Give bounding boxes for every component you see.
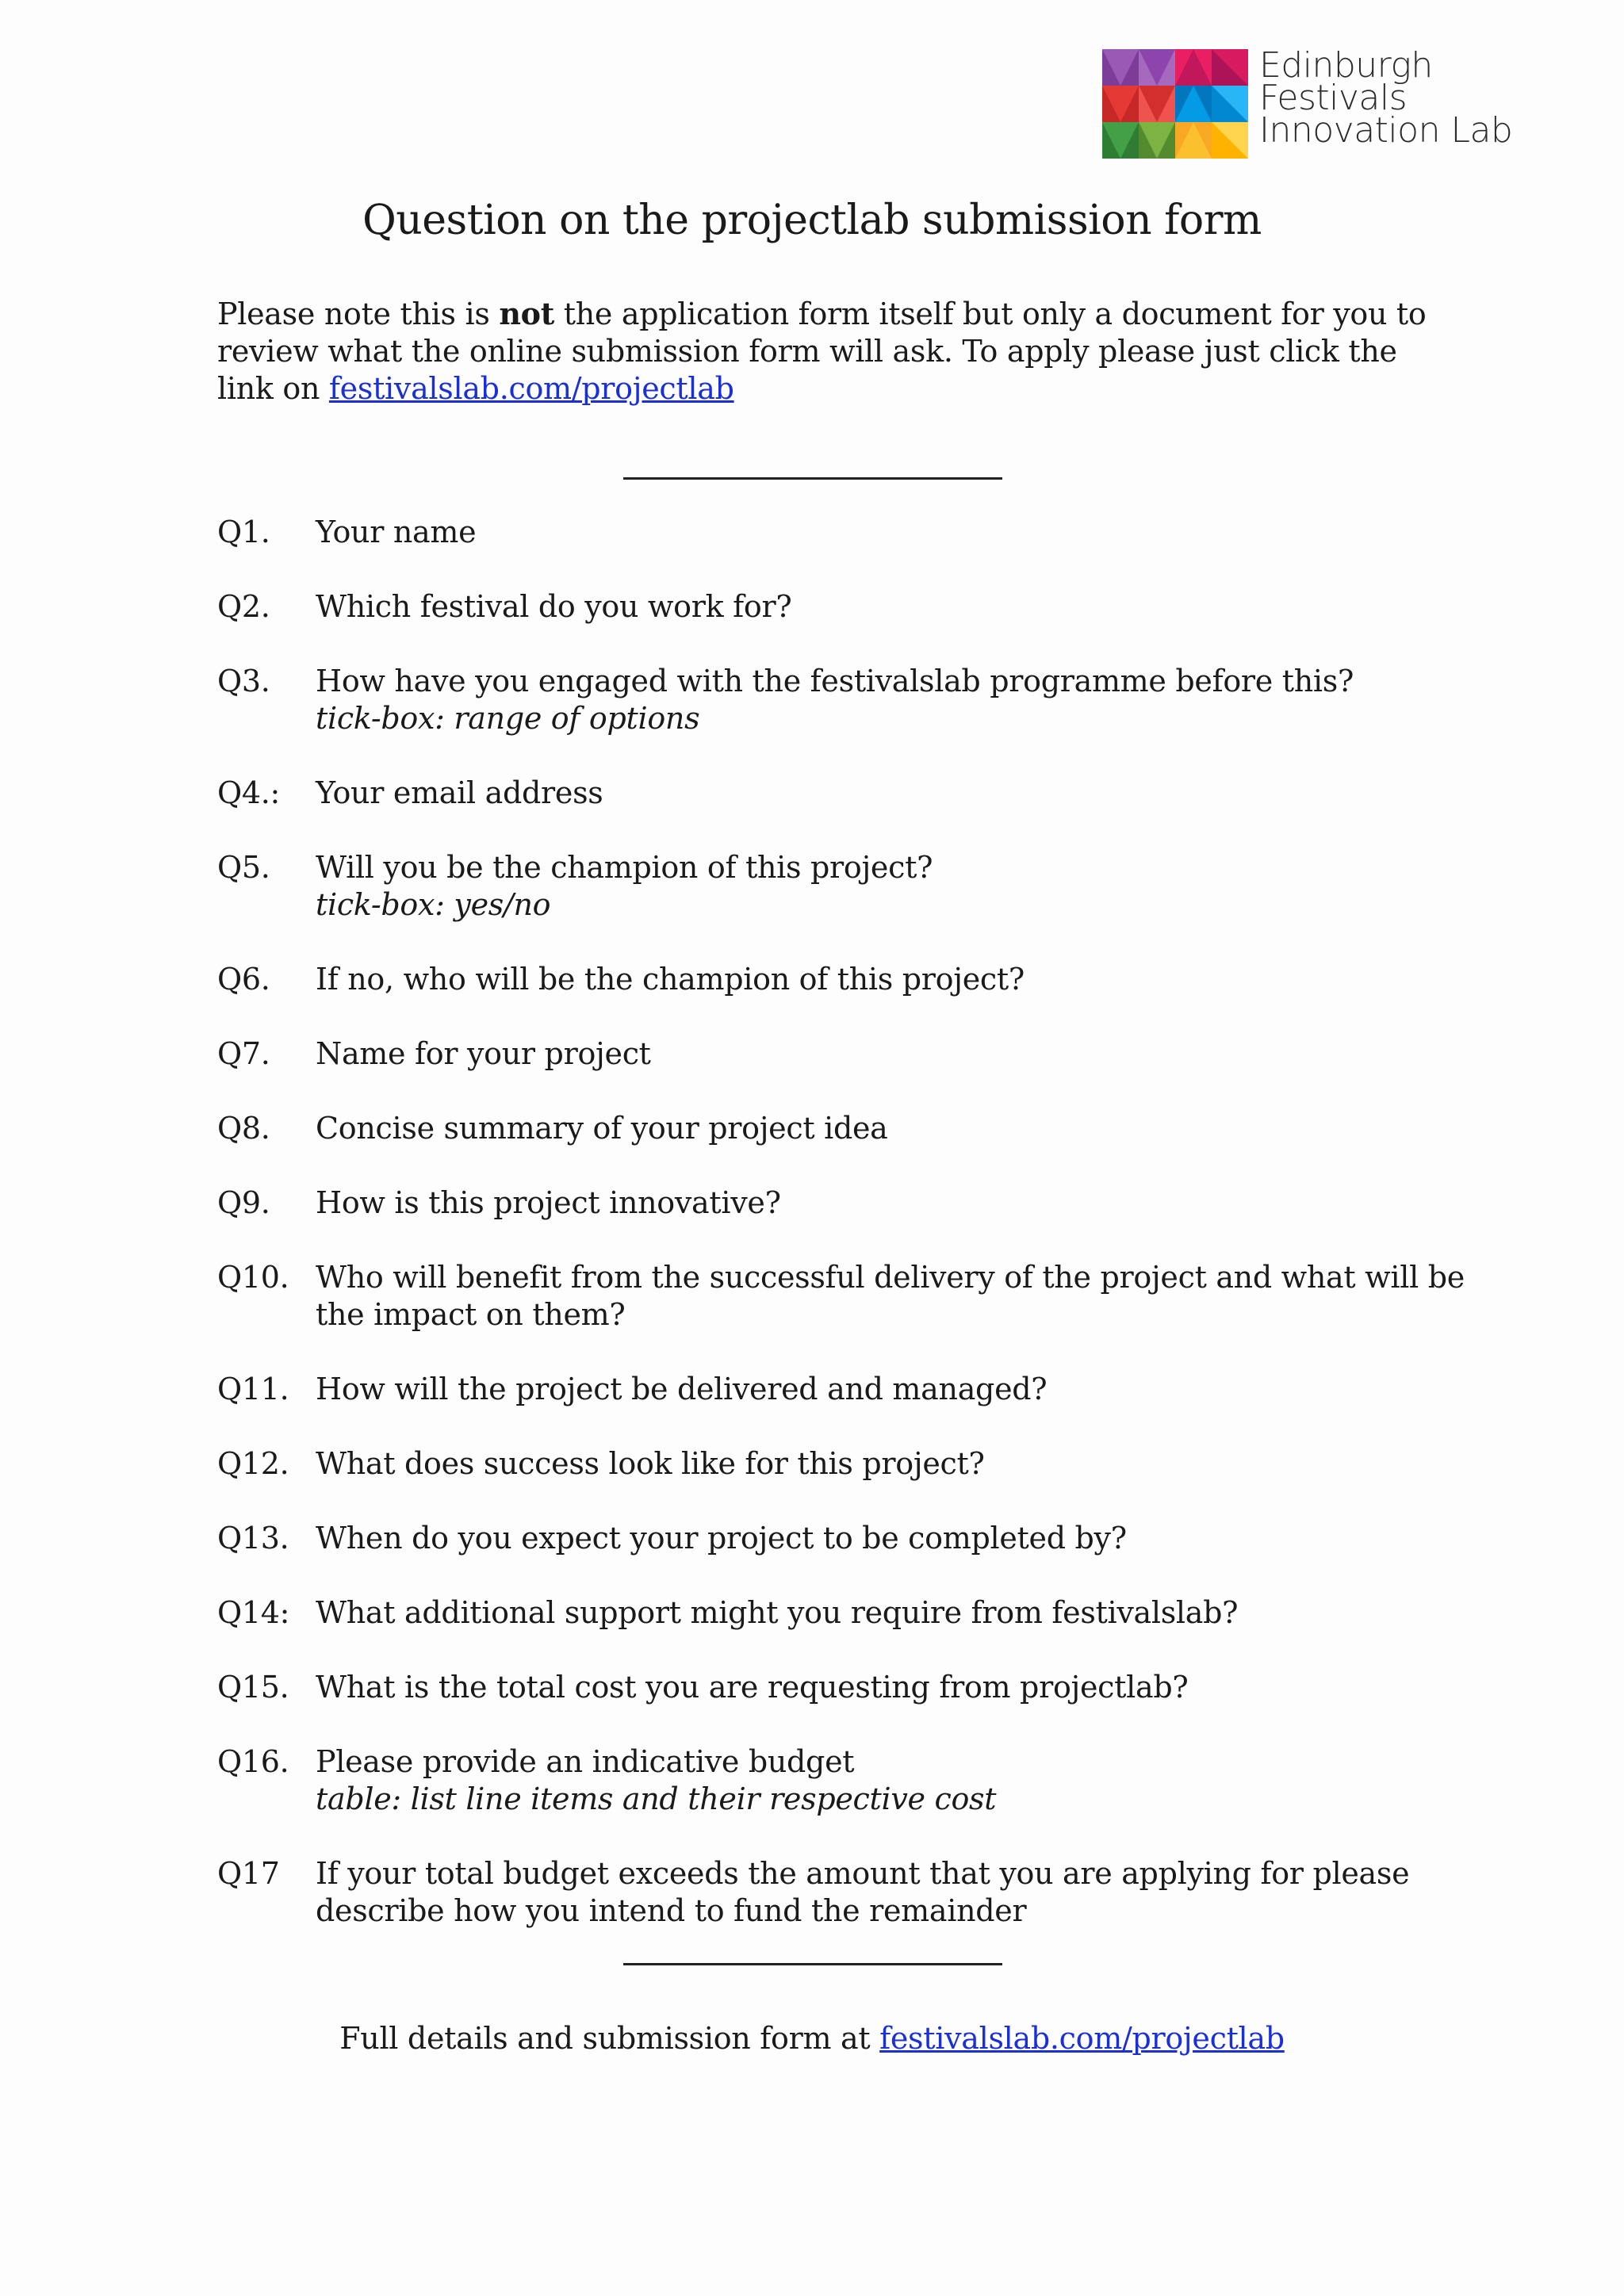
logo-tile: [1102, 49, 1139, 86]
logo-tile: [1139, 49, 1175, 86]
question-text-block: [316, 1259, 1486, 1334]
festivals-lab-logo: [1102, 45, 1513, 159]
question-text-block: [316, 961, 1486, 998]
question-text-block: [316, 514, 1486, 551]
question-number: Q2.: [217, 589, 270, 624]
question-text: Which festival do you work for?: [316, 589, 792, 624]
question-hint: tick-box: range of options: [316, 701, 700, 736]
question-item: [217, 775, 1486, 812]
question-item: [217, 849, 1486, 924]
logo-tile: [1175, 49, 1212, 86]
logo-tile: [1212, 86, 1248, 122]
logo-tile: [1212, 122, 1248, 159]
question-list: [217, 514, 1486, 1967]
intro-emphasis: not: [499, 296, 554, 331]
intro-text: the application form itself but only a document for you to review what the online submission form will ask. To apply please just click the link on: [217, 297, 1427, 406]
logo-wordmark: [1259, 45, 1513, 151]
page-title: Question on the projectlab submission form: [362, 197, 1262, 244]
logo-tile: [1102, 122, 1139, 159]
question-number: Q6.: [217, 962, 270, 997]
question-item: [217, 1743, 1486, 1818]
divider: [623, 1963, 1002, 1965]
question-number: Q11.: [217, 1372, 289, 1406]
question-item: [217, 1371, 1486, 1408]
question-text-block: [316, 1184, 1486, 1222]
question-number: Q7.: [217, 1036, 270, 1071]
question-number: Q1.: [217, 515, 270, 549]
question-text-block: [316, 1669, 1486, 1706]
question-text: If no, who will be the champion of this project?: [316, 962, 1025, 997]
logo-tile: [1102, 86, 1139, 122]
logo-tile: [1175, 86, 1212, 122]
question-text-block: [316, 1855, 1486, 1930]
question-item: [217, 1520, 1486, 1557]
question-item: [217, 588, 1486, 626]
logo-tile: [1139, 86, 1175, 122]
question-number: Q16.: [217, 1744, 289, 1779]
logo-tile: [1212, 49, 1248, 86]
question-item: [217, 514, 1486, 551]
logo-line: Innovation Lab: [1259, 110, 1513, 151]
footer-projectlab-link[interactable]: festivalslab.com/projectlab: [879, 2021, 1285, 2056]
question-text: Who will benefit from the successful delivery of the project and what will be the impact on them?: [316, 1260, 1465, 1332]
footer: [0, 2020, 1624, 2057]
question-text: Please provide an indicative budget: [316, 1744, 855, 1779]
question-item: [217, 1259, 1486, 1334]
question-text-block: [316, 1035, 1486, 1073]
question-number: Q15.: [217, 1670, 289, 1705]
question-text-block: [316, 775, 1486, 812]
question-text-block: [316, 1110, 1486, 1147]
question-hint: tick-box: yes/no: [316, 887, 551, 922]
question-item: [217, 1110, 1486, 1147]
question-number: Q10.: [217, 1260, 289, 1295]
question-item: [217, 1184, 1486, 1222]
question-number: Q5.: [217, 850, 270, 885]
question-text: Your name: [316, 515, 477, 549]
question-item: [217, 1035, 1486, 1073]
question-number: Q13.: [217, 1521, 289, 1556]
question-number: Q8.: [217, 1111, 270, 1146]
logo-line: Edinburgh: [1259, 45, 1433, 86]
footer-text: Full details and submission form at: [339, 2021, 880, 2056]
question-number: Q17: [217, 1856, 280, 1891]
question-item: [217, 1594, 1486, 1632]
question-number: Q12.: [217, 1446, 289, 1481]
question-text: What does success look like for this project?: [316, 1446, 985, 1481]
question-item: [217, 1669, 1486, 1706]
question-text-block: [316, 1743, 1486, 1818]
question-number: Q3.: [217, 664, 270, 698]
question-number: Q9.: [217, 1185, 270, 1220]
question-item: [217, 1445, 1486, 1483]
question-text-block: [316, 1445, 1486, 1483]
question-text: How have you engaged with the festivalslab programme before this?: [316, 664, 1354, 698]
question-item: [217, 663, 1486, 737]
question-text-block: [316, 1520, 1486, 1557]
intro-text: Please note this is: [217, 297, 500, 331]
logo-mark: [1102, 49, 1248, 159]
question-text: When do you expect your project to be completed by?: [316, 1521, 1127, 1556]
question-text: What is the total cost you are requesting from projectlab?: [316, 1670, 1189, 1705]
projectlab-link[interactable]: festivalslab.com/projectlab: [328, 371, 734, 406]
question-text: Name for your project: [316, 1036, 651, 1071]
logo-tile: [1175, 122, 1212, 159]
question-text-block: [316, 1371, 1486, 1408]
question-text: If your total budget exceeds the amount that you are applying for please describe how you intend to fund the remainder: [316, 1856, 1410, 1928]
logo-line: Festivals: [1259, 78, 1408, 118]
question-number: Q14:: [217, 1595, 290, 1630]
question-text: How will the project be delivered and managed?: [316, 1372, 1048, 1406]
question-number: Q4.:: [217, 775, 281, 810]
question-text: Your email address: [316, 775, 603, 810]
divider: [623, 477, 1002, 480]
question-text: What additional support might you require from festivalslab?: [316, 1595, 1239, 1630]
question-hint: table: list line items and their respective cost: [316, 1781, 997, 1816]
question-text: Concise summary of your project idea: [316, 1111, 888, 1146]
intro-paragraph: [217, 295, 1431, 408]
question-text-block: [316, 663, 1486, 737]
question-text: How is this project innovative?: [316, 1185, 781, 1220]
question-item: [217, 961, 1486, 998]
question-text-block: [316, 1594, 1486, 1632]
question-text: Will you be the champion of this project?: [316, 850, 933, 885]
logo-tile: [1139, 122, 1175, 159]
question-item: [217, 1855, 1486, 1930]
question-text-block: [316, 849, 1486, 924]
question-text-block: [316, 588, 1486, 626]
